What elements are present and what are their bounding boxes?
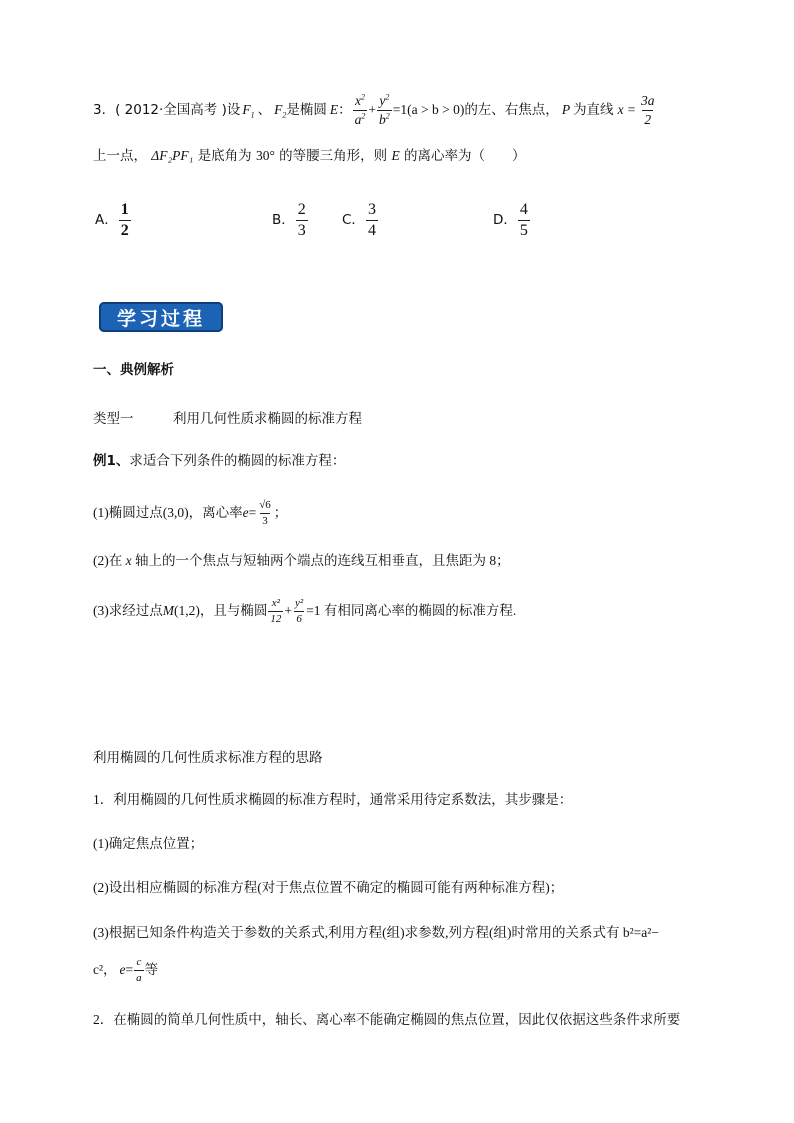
thinking-step-3-line1: (3)根据已知条件构造关于参数的关系式,利用方程(组)求参数,列方程(组)时常用的关系式有 b²=a²− xyxy=(93,925,659,940)
step3-e: e xyxy=(119,962,126,977)
item3-rest: =1 有相同离心率的椭圆的标准方程. xyxy=(306,603,517,618)
section-badge: 学习过程 xyxy=(99,302,223,332)
frac-y2-b2: $\frac{y^2}{b^2}$ xyxy=(378,92,390,127)
frac-x2-12: $\frac{\text{x²}}{12}$ xyxy=(270,596,282,625)
choice-c xyxy=(342,200,379,240)
ellipse-name: E xyxy=(329,102,339,117)
example-1-item-1 xyxy=(93,493,287,533)
item1-eq: = xyxy=(248,505,257,520)
item1-end: ； xyxy=(273,505,288,520)
item1-text: (1)椭圆过点(3,0)，离心率 xyxy=(93,505,243,520)
step3-eq: = xyxy=(125,962,134,977)
text-ellipse: 是椭圆 xyxy=(286,102,327,118)
item2-x: x xyxy=(125,553,132,568)
thinking-step-1: (1)确定焦点位置； xyxy=(93,836,204,851)
item3-plus: + xyxy=(284,603,292,618)
example-1-item-3 xyxy=(93,591,516,631)
frac-y2-6: $\frac{\text{y²}}{6}$ xyxy=(295,596,304,625)
thinking-p2: 2．在椭圆的简单几何性质中，轴长、离心率不能确定椭圆的焦点位置，因此仅依据这些条件求所要 xyxy=(93,1012,681,1027)
ellipse-e: E xyxy=(391,148,400,163)
choice-a xyxy=(95,200,132,240)
text-line: 为直线 xyxy=(573,102,614,118)
choice-label: D． xyxy=(493,212,517,228)
choice-label: B． xyxy=(272,212,295,228)
item2-text: 轴上的一个焦点与短轴两个端点的连线互相垂直，且焦距为 8； xyxy=(135,553,510,568)
example-1-item-2 xyxy=(93,551,510,571)
step3-end: 等 xyxy=(144,962,159,977)
choice-fraction: $\frac{2}{3}$ xyxy=(297,200,306,239)
thinking-step-3-line2 xyxy=(93,950,158,990)
frac-3a-2: $\frac{3a}{2}$ xyxy=(641,93,655,127)
sep: 、 xyxy=(257,102,272,118)
angle-value: 30° xyxy=(255,148,275,163)
problem-3-line1: 3． ( 2012·全国高考 ) 设 $F_1$ 、 $F_2$ 是椭圆 E ： $\frac{x^2}{a^2}$ + $\frac{y^2}{b^2}$ =1(a > b > 0) 的左、右焦点， P 为直线 x = $\frac{3a}{2}$ xyxy=(93,92,655,127)
text-she: 设 xyxy=(226,102,241,118)
text-foci: 的左、右焦点， xyxy=(464,102,559,118)
thinking-title: 利用椭圆的几何性质求标准方程的思路 xyxy=(93,750,323,766)
section-title: 一、典例解析 xyxy=(93,362,174,378)
line-x: x = xyxy=(617,102,637,117)
point-p: P xyxy=(561,102,571,117)
frac-c-a: $\frac{c}{a}$ xyxy=(136,955,142,984)
item2-pre: (2)在 xyxy=(93,553,123,568)
item3-pt: (1,2)，且与椭圆 xyxy=(174,603,268,618)
type-text: 利用几何性质求椭圆的标准方程 xyxy=(173,411,362,427)
choice-fraction: $\frac{3}{4}$ xyxy=(367,200,376,239)
problem-3-line2 xyxy=(93,146,526,166)
item3-m: M xyxy=(162,603,174,618)
focus-f2: $F_2$ xyxy=(274,102,287,120)
text-point: 上一点， xyxy=(93,148,147,164)
example-1-heading xyxy=(93,451,345,471)
problem-number: 3． xyxy=(93,102,116,118)
thinking-p1: 1．利用椭圆的几何性质求椭圆的标准方程时，通常采用待定系数法，其步骤是： xyxy=(93,792,573,807)
choice-d xyxy=(493,200,531,240)
choice-fraction: $\frac{4}{5}$ xyxy=(519,200,528,239)
thinking-step-2: (2)设出相应椭圆的标准方程(对于焦点位置不确定的椭圆可能有两种标准方程)； xyxy=(93,880,564,895)
text-base-angle: 是底角为 xyxy=(197,148,252,164)
choice-b xyxy=(272,200,309,240)
triangle: ΔF₂PF₁ xyxy=(151,148,194,163)
step3-c2: c²， xyxy=(93,962,117,977)
frac-sqrt6-3: $\frac{√6}{3}$ xyxy=(259,498,271,527)
problem-source: ( 2012·全国高考 ) xyxy=(115,102,227,118)
choice-fraction: $\frac{1}{2}$ xyxy=(120,200,129,239)
item3-pre: (3)求经过点 xyxy=(93,603,163,618)
choice-label: A． xyxy=(95,212,118,228)
example-label: 例1、 xyxy=(93,453,130,469)
type-label: 类型一 xyxy=(93,411,134,427)
colon: ： xyxy=(338,102,352,118)
text-eccentricity: 的离心率为（ ） xyxy=(404,148,526,164)
example-text: 求适合下列条件的椭圆的标准方程： xyxy=(129,453,346,469)
frac-x2-a2: $\frac{x^2}{a^2}$ xyxy=(354,92,366,127)
text-isosceles: 的等腰三角形，则 xyxy=(279,148,388,164)
item1-e: e xyxy=(242,505,249,520)
focus-f1: $F_1$ xyxy=(242,102,255,120)
choice-label: C． xyxy=(342,212,365,228)
ellipse-condition: =1(a > b > 0) xyxy=(392,102,465,117)
